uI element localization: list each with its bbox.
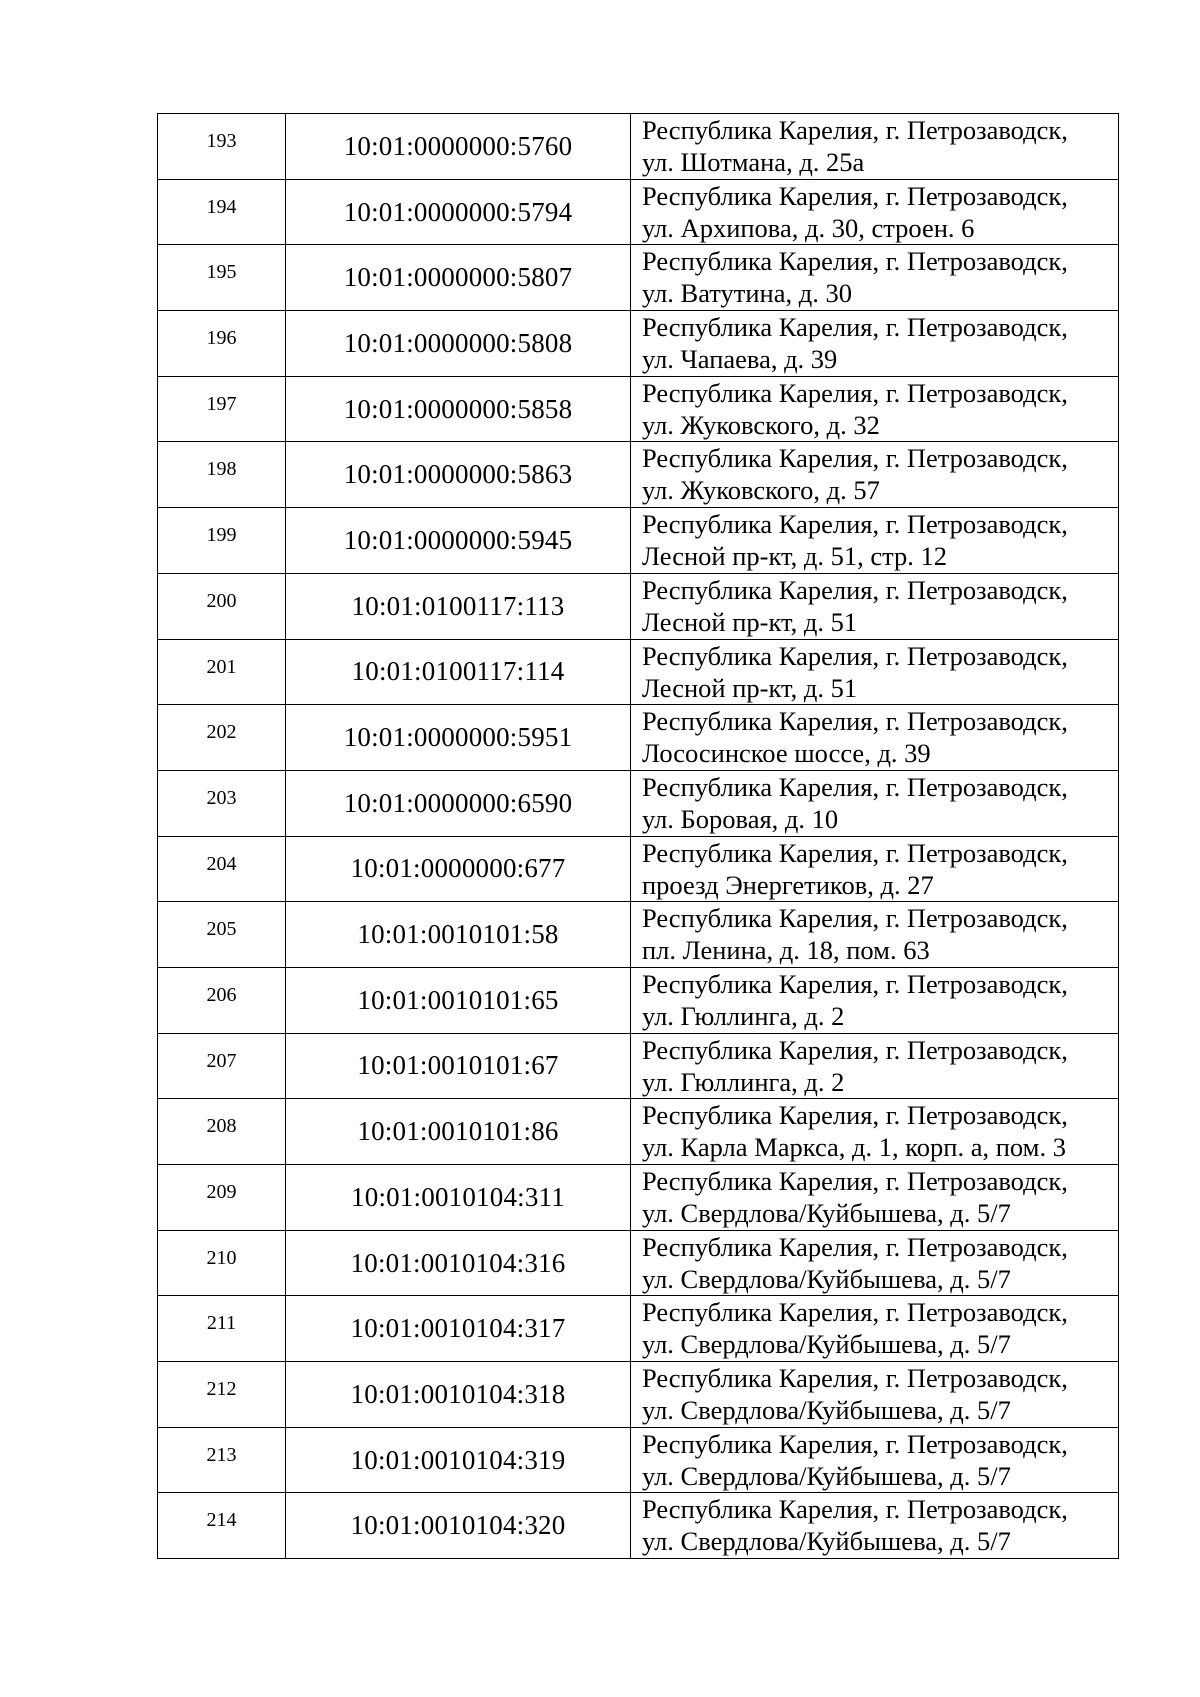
address-cell — [631, 1099, 1119, 1165]
address-line-region: Республика Карелия, г. Петрозаводск, — [642, 1428, 1068, 1459]
cadastral-number-cell: 10:01:0010104:311 — [286, 1165, 631, 1231]
address-cell — [631, 311, 1119, 377]
address-line-street: пл. Ленина, д. 18, пом. 63 — [642, 935, 930, 966]
address-cell — [631, 573, 1119, 639]
cadastral-number-cell: 10:01:0000000:5808 — [286, 311, 631, 377]
table-row — [158, 1033, 1119, 1099]
row-number-cell: 201 — [158, 639, 286, 705]
address-line-street: ул. Свердлова/Куйбышева, д. 5/7 — [642, 1460, 1011, 1491]
row-number-cell: 209 — [158, 1165, 286, 1231]
cadastral-number-cell: 10:01:0000000:6590 — [286, 770, 631, 836]
address-cell — [631, 705, 1119, 771]
cadastral-number-cell: 10:01:0000000:5794 — [286, 179, 631, 245]
row-number-cell: 206 — [158, 967, 286, 1033]
address-line-street: ул. Гюллинга, д. 2 — [642, 1066, 845, 1097]
table-row — [158, 442, 1119, 508]
table-row — [158, 705, 1119, 771]
address-line-region: Республика Карелия, г. Петрозаводск, — [642, 968, 1068, 999]
cadastral-number-cell: 10:01:0000000:5951 — [286, 705, 631, 771]
address-line-region: Республика Карелия, г. Петрозаводск, — [642, 1231, 1068, 1262]
address-cell — [631, 1165, 1119, 1231]
address-line-region: Республика Карелия, г. Петрозаводск, — [642, 1297, 1068, 1328]
address-line-street: ул. Архипова, д. 30, строен. 6 — [642, 212, 975, 243]
registry-table-body — [158, 114, 1119, 1559]
address-cell — [631, 508, 1119, 574]
row-number-cell: 208 — [158, 1099, 286, 1165]
table-row — [158, 1427, 1119, 1493]
address-line-region: Республика Карелия, г. Петрозаводск, — [642, 771, 1068, 802]
cadastral-number-cell: 10:01:0010104:319 — [286, 1427, 631, 1493]
address-line-street: ул. Ватутина, д. 30 — [642, 278, 852, 309]
row-number-cell: 205 — [158, 902, 286, 968]
row-number-cell: 207 — [158, 1033, 286, 1099]
cadastral-number-cell: 10:01:0100117:114 — [286, 639, 631, 705]
address-line-street: ул. Жуковского, д. 32 — [642, 409, 880, 440]
cadastral-number-cell: 10:01:0000000:5858 — [286, 376, 631, 442]
cadastral-number-cell: 10:01:0010104:320 — [286, 1493, 631, 1559]
table-row — [158, 1296, 1119, 1362]
address-line-street: ул. Свердлова/Куйбышева, д. 5/7 — [642, 1395, 1011, 1426]
address-line-region: Республика Карелия, г. Петрозаводск, — [642, 377, 1068, 408]
address-line-street: ул. Гюллинга, д. 2 — [642, 1000, 845, 1031]
table-row — [158, 573, 1119, 639]
row-number-cell: 194 — [158, 179, 286, 245]
address-cell — [631, 1362, 1119, 1428]
row-number-cell: 214 — [158, 1493, 286, 1559]
address-line-region: Республика Карелия, г. Петрозаводск, — [642, 837, 1068, 868]
address-cell — [631, 442, 1119, 508]
cadastral-number-cell: 10:01:0010101:65 — [286, 967, 631, 1033]
table-row — [158, 1230, 1119, 1296]
cadastral-number-cell: 10:01:0000000:5807 — [286, 245, 631, 311]
address-line-street: ул. Шотмана, д. 25а — [642, 147, 865, 177]
table-row — [158, 179, 1119, 245]
cadastral-number-cell: 10:01:0010104:316 — [286, 1230, 631, 1296]
address-line-region: Республика Карелия, г. Петрозаводск, — [642, 509, 1068, 540]
address-cell — [631, 114, 1119, 180]
row-number-cell: 197 — [158, 376, 286, 442]
cadastral-number-cell: 10:01:0010101:86 — [286, 1099, 631, 1165]
address-cell — [631, 1230, 1119, 1296]
row-number-cell: 195 — [158, 245, 286, 311]
address-cell — [631, 1296, 1119, 1362]
cadastral-number-cell: 10:01:0010101:58 — [286, 902, 631, 968]
address-line-region: Республика Карелия, г. Петрозаводск, — [642, 1034, 1068, 1065]
property-registry-table — [157, 113, 1119, 1559]
row-number-cell: 196 — [158, 311, 286, 377]
table-row — [158, 967, 1119, 1033]
address-line-street: ул. Боровая, д. 10 — [642, 803, 839, 834]
address-line-street: Лесной пр-кт, д. 51 — [642, 672, 858, 703]
address-cell — [631, 1493, 1119, 1559]
address-line-street: ул. Свердлова/Куйбышева, д. 5/7 — [642, 1526, 1011, 1557]
table-row — [158, 836, 1119, 902]
table-row — [158, 1165, 1119, 1231]
address-cell — [631, 967, 1119, 1033]
address-line-street: Лесной пр-кт, д. 51 — [642, 606, 858, 637]
row-number-cell: 211 — [158, 1296, 286, 1362]
table-row — [158, 508, 1119, 574]
row-number-cell: 213 — [158, 1427, 286, 1493]
address-cell — [631, 836, 1119, 902]
address-cell — [631, 245, 1119, 311]
row-number-cell: 212 — [158, 1362, 286, 1428]
row-number-cell: 203 — [158, 770, 286, 836]
address-line-region: Республика Карелия, г. Петрозаводск, — [642, 1363, 1068, 1394]
address-line-street: ул. Свердлова/Куйбышева, д. 5/7 — [642, 1198, 1011, 1228]
address-line-region: Республика Карелия, г. Петрозаводск, — [642, 246, 1068, 277]
address-line-region: Республика Карелия, г. Петрозаводск, — [642, 706, 1068, 737]
row-number-cell: 202 — [158, 705, 286, 771]
row-number-cell: 204 — [158, 836, 286, 902]
address-line-street: Лососинское шоссе, д. 39 — [642, 738, 931, 769]
address-cell — [631, 1427, 1119, 1493]
address-line-street: ул. Свердлова/Куйбышева, д. 5/7 — [642, 1263, 1011, 1294]
address-cell — [631, 1033, 1119, 1099]
address-line-region: Республика Карелия, г. Петрозаводск, — [642, 574, 1068, 605]
address-line-region: Республика Карелия, г. Петрозаводск, — [642, 640, 1068, 671]
table-row — [158, 114, 1119, 180]
address-cell — [631, 179, 1119, 245]
table-row — [158, 311, 1119, 377]
cadastral-number-cell: 10:01:0010101:67 — [286, 1033, 631, 1099]
cadastral-number-cell: 10:01:0000000:5863 — [286, 442, 631, 508]
cadastral-number-cell: 10:01:0010104:317 — [286, 1296, 631, 1362]
address-cell — [631, 902, 1119, 968]
row-number-cell: 193 — [158, 114, 286, 180]
table-row — [158, 376, 1119, 442]
table-row — [158, 1362, 1119, 1428]
address-cell — [631, 770, 1119, 836]
table-row — [158, 245, 1119, 311]
cadastral-number-cell: 10:01:0000000:5945 — [286, 508, 631, 574]
address-line-region: Республика Карелия, г. Петрозаводск, — [642, 1494, 1068, 1525]
address-line-region: Республика Карелия, г. Петрозаводск, — [642, 443, 1068, 474]
address-line-street: ул. Чапаева, д. 39 — [642, 344, 838, 375]
cadastral-number-cell: 10:01:0100117:113 — [286, 573, 631, 639]
cadastral-number-cell: 10:01:0000000:677 — [286, 836, 631, 902]
row-number-cell: 199 — [158, 508, 286, 574]
table-row — [158, 902, 1119, 968]
address-line-street: ул. Свердлова/Куйбышева, д. 5/7 — [642, 1329, 1011, 1360]
table-row — [158, 1493, 1119, 1559]
row-number-cell: 210 — [158, 1230, 286, 1296]
address-line-region: Республика Карелия, г. Петрозаводск, — [642, 180, 1068, 211]
address-line-region: Республика Карелия, г. Петрозаводск, — [642, 903, 1068, 934]
row-number-cell: 200 — [158, 573, 286, 639]
cadastral-number-cell: 10:01:0010104:318 — [286, 1362, 631, 1428]
table-row — [158, 639, 1119, 705]
address-line-region: Республика Карелия, г. Петрозаводск, — [642, 115, 1068, 145]
address-line-region: Республика Карелия, г. Петрозаводск, — [642, 1166, 1068, 1196]
table-row — [158, 770, 1119, 836]
address-line-street: проезд Энергетиков, д. 27 — [642, 869, 934, 900]
address-line-street: Лесной пр-кт, д. 51, стр. 12 — [642, 541, 947, 572]
address-line-region: Республика Карелия, г. Петрозаводск, — [642, 312, 1068, 343]
address-cell — [631, 639, 1119, 705]
address-cell — [631, 376, 1119, 442]
address-line-region: Республика Карелия, г. Петрозаводск, — [642, 1100, 1068, 1131]
table-row — [158, 1099, 1119, 1165]
row-number-cell: 198 — [158, 442, 286, 508]
address-line-street: ул. Жуковского, д. 57 — [642, 475, 880, 506]
address-line-street: ул. Карла Маркса, д. 1, корп. а, пом. 3 — [642, 1132, 1066, 1163]
cadastral-number-cell: 10:01:0000000:5760 — [286, 114, 631, 180]
